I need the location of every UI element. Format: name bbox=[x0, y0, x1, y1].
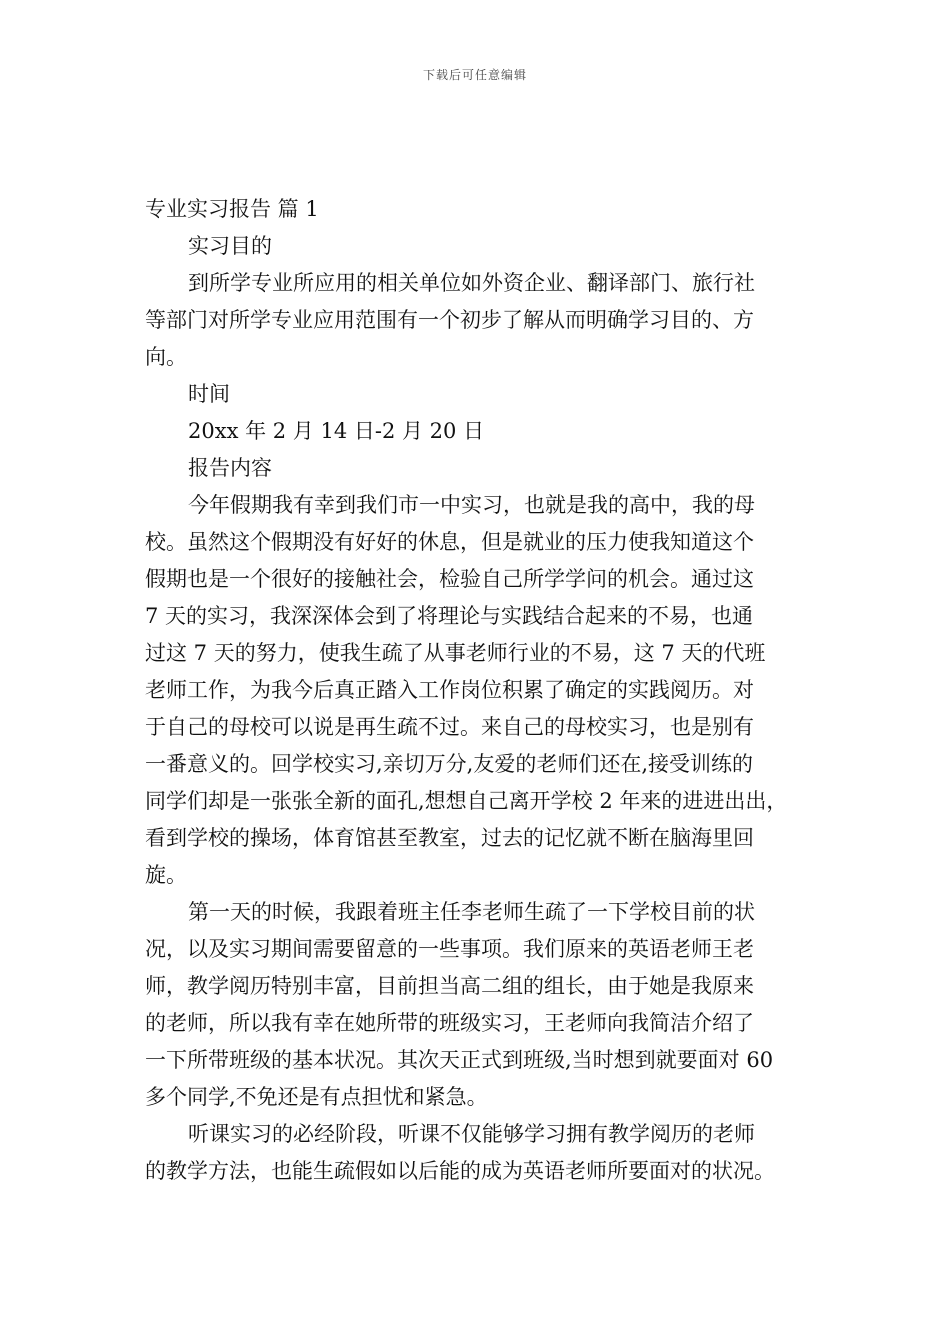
section-heading-purpose: 实习目的 bbox=[188, 234, 272, 258]
document-title: 专业实习报告 篇 1 bbox=[145, 197, 319, 221]
section-heading-content: 报告内容 bbox=[188, 456, 272, 480]
section-heading-time: 时间 bbox=[188, 382, 230, 406]
purpose-line: 到所学专业所应用的相关单位如外资企业、翻译部门、旅行社 bbox=[188, 271, 755, 295]
paragraph-line: 旋。 bbox=[145, 863, 187, 887]
paragraph-line: 校。虽然这个假期没有好好的休息，但是就业的压力使我知道这个 bbox=[145, 530, 754, 554]
paragraph-line: 7 天的实习，我深深体会到了将理论与实践结合起来的不易，也通 bbox=[145, 604, 754, 628]
paragraph-line: 多个同学,不免还是有点担忧和紧急。 bbox=[145, 1085, 488, 1109]
paragraph-line: 况，以及实习期间需要留意的一些事项。我们原来的英语老师王老 bbox=[145, 937, 754, 961]
paragraph-line: 的老师，所以我有幸在她所带的班级实习，王老师向我简洁介绍了 bbox=[145, 1011, 754, 1035]
paragraph-line: 于自己的母校可以说是再生疏不过。来自己的母校实习，也是别有 bbox=[145, 715, 754, 739]
paragraph-line: 一番意义的。回学校实习,亲切万分,友爱的老师们还在,接受训练的 bbox=[145, 752, 754, 776]
paragraph-line: 一下所带班级的基本状况。其次天正式到班级,当时想到就要面对 60 bbox=[145, 1048, 774, 1072]
paragraph-line: 今年假期我有幸到我们市一中实习，也就是我的高中，我的母 bbox=[188, 493, 755, 517]
page-header: 下载后可任意编辑 bbox=[422, 68, 527, 82]
paragraph-line: 过这 7 天的努力，使我生疏了从事老师行业的不易，这 7 天的代班 bbox=[145, 641, 766, 665]
purpose-line: 等部门对所学专业应用范围有一个初步了解从而明确学习目的、方 bbox=[145, 308, 754, 332]
purpose-line: 向。 bbox=[145, 345, 187, 369]
paragraph-line: 师，教学阅历特别丰富，目前担当高二组的组长，由于她是我原来 bbox=[145, 974, 754, 998]
paragraph-line: 听课实习的必经阶段，听课不仅能够学习拥有教学阅历的老师 bbox=[188, 1122, 755, 1146]
paragraph-line: 第一天的时候，我跟着班主任李老师生疏了一下学校目前的状 bbox=[188, 900, 755, 924]
time-value: 20xx 年 2 月 14 日-2 月 20 日 bbox=[188, 419, 485, 443]
paragraph-line: 假期也是一个很好的接触社会，检验自己所学学问的机会。通过这 bbox=[145, 567, 754, 591]
paragraph-line: 看到学校的操场，体育馆甚至教室，过去的记忆就不断在脑海里回 bbox=[145, 826, 754, 850]
paragraph-line: 的教学方法，也能生疏假如以后能的成为英语老师所要面对的状况。 bbox=[145, 1159, 775, 1183]
document-body bbox=[145, 191, 825, 1190]
paragraph-line: 老师工作，为我今后真正踏入工作岗位积累了确定的实践阅历。对 bbox=[145, 678, 754, 702]
paragraph-line: 同学们却是一张张全新的面孔,想想自己离开学校 2 年来的进进出出， bbox=[145, 789, 788, 813]
